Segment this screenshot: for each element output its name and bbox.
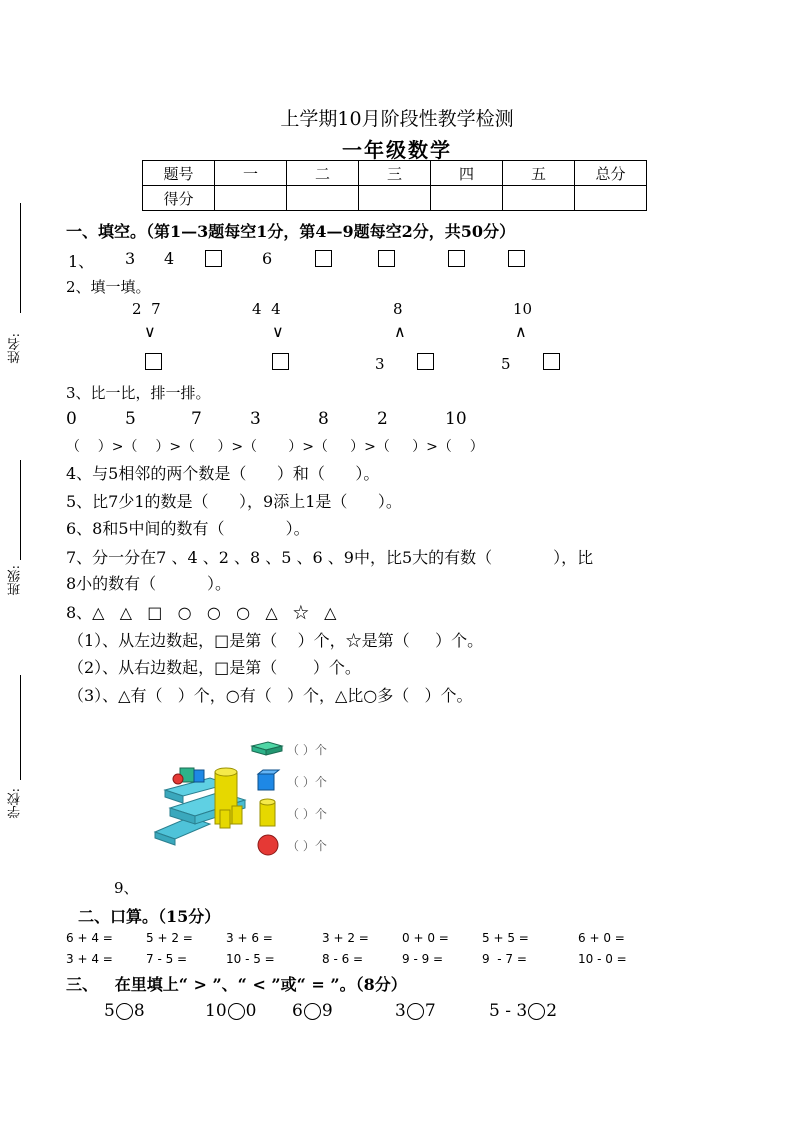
score-table-cell: 三: [359, 161, 431, 186]
calc-item[interactable]: 5 + 2 =: [146, 931, 193, 945]
calc-item[interactable]: 9 - 9 =: [402, 952, 444, 966]
compare-left: 3: [395, 1001, 406, 1021]
cube-shape: [194, 770, 204, 782]
calc-item[interactable]: 7 - 5 =: [146, 952, 188, 966]
q9-label: 9、: [114, 879, 139, 897]
q1-answer-box[interactable]: [448, 250, 465, 267]
compare-right: 7: [424, 1001, 436, 1021]
score-table-cell: 题号: [143, 161, 215, 186]
q2-given-number: 3: [375, 355, 385, 373]
q3-number: 3: [250, 409, 261, 429]
q5-text: 5、比7少1的数是（ ），9添上1是（ ）。: [66, 492, 402, 511]
q2-split-sign: ∨: [144, 322, 156, 341]
compare-item: [292, 1001, 333, 1021]
q2-top-numbers: 10: [513, 300, 533, 318]
score-table-cell: 四: [431, 161, 503, 186]
q4-text: 4、与5相邻的两个数是（ ）和（ ）。: [66, 464, 380, 483]
cylinder-shape: [220, 810, 230, 828]
section3-heading: 三、 在里填上“ > ”、“ < ”或“ = ”。（8分）: [66, 975, 407, 994]
count-label[interactable]: （ ）个: [287, 839, 327, 853]
calc-item[interactable]: 6 + 4 =: [66, 931, 113, 945]
calc-item[interactable]: 9 - 7 =: [482, 952, 527, 966]
q2-answer-box[interactable]: [543, 353, 560, 370]
count-label[interactable]: （ ）个: [287, 743, 327, 757]
q3-number: 7: [191, 409, 202, 429]
legend-cylinder-icon: [260, 799, 275, 805]
name-label: 姓名:: [8, 333, 23, 364]
score-input-cell[interactable]: [431, 186, 503, 211]
calc-item[interactable]: 10 - 5 =: [226, 952, 275, 966]
compare-right: 8: [133, 1001, 145, 1021]
q1-answer-box[interactable]: [315, 250, 332, 267]
q6-text: 6、8和5中间的数有（ ）。: [66, 519, 310, 538]
q2-given-number: 5: [501, 355, 511, 373]
calc-item[interactable]: 0 + 0 =: [402, 931, 449, 945]
compare-circle[interactable]: [407, 1003, 424, 1020]
q9-shapes-picture: [150, 732, 340, 862]
ball-shape: [173, 774, 183, 784]
q8-part3: （3）、△有（ ）个，○有（ ）个，△比○多（ ）个。: [68, 686, 473, 705]
legend-ball-icon: [258, 835, 278, 855]
legend-cylinder-icon: [260, 802, 275, 826]
compare-left: 6: [292, 1001, 303, 1021]
score-input-cell[interactable]: [215, 186, 287, 211]
score-table-cell: 总分: [575, 161, 647, 186]
calc-item[interactable]: 5 + 5 =: [482, 931, 529, 945]
score-input-cell[interactable]: [287, 186, 359, 211]
calc-item[interactable]: 6 + 0 =: [578, 931, 625, 945]
q2-split-sign: ∨: [272, 322, 284, 341]
q1-answer-box[interactable]: [205, 250, 222, 267]
q3-label: 3、比一比，排一排。: [66, 384, 211, 402]
compare-left: 5: [104, 1001, 115, 1021]
q3-number: 0: [66, 409, 77, 429]
q2-answer-box[interactable]: [417, 353, 434, 370]
compare-item: [489, 1001, 557, 1021]
q1-number: 4: [164, 249, 175, 268]
q8-shapes: 8、△ △ □ ○ ○ ○ △ ☆ △: [66, 603, 337, 622]
calc-item[interactable]: 10 - 0 =: [578, 952, 627, 966]
section1-heading: 一、填空。（第1—3题每空1分，第4—9题每空2分，共50分）: [66, 222, 516, 241]
score-table-score-row: [143, 186, 647, 211]
compare-left: 10: [205, 1001, 227, 1021]
cylinder-top-shape: [215, 768, 237, 776]
q2-top-numbers: 2 7: [132, 300, 161, 318]
school-line[interactable]: [20, 675, 21, 780]
score-table: [142, 160, 647, 211]
score-table-header-row: [143, 161, 647, 186]
q1-number: 3: [125, 249, 136, 268]
q2-answer-box[interactable]: [272, 353, 289, 370]
compare-circle[interactable]: [304, 1003, 321, 1020]
q1-answer-box[interactable]: [508, 250, 525, 267]
q1-label: 1、: [68, 252, 95, 271]
legend-cube-icon: [258, 770, 279, 774]
q7-text: 7、分一分在7 、4 、2 、8 、5 、6 、9中，比5大的有数（ ），比: [66, 548, 594, 567]
legend-cube-icon: [258, 774, 274, 790]
q3-number: 2: [377, 409, 388, 429]
class-line[interactable]: [20, 460, 21, 560]
page-subtitle: 一年级数学: [342, 138, 452, 162]
count-label[interactable]: （ ）个: [287, 775, 327, 789]
calc-item[interactable]: 3 + 6 =: [226, 931, 273, 945]
q8-part1: （1）、从左边数起，□是第（ ）个，☆是第（ ）个。: [68, 631, 484, 650]
page-title: 上学期10月阶段性教学检测: [280, 108, 514, 130]
compare-left: 5 - 3: [489, 1001, 528, 1021]
q3-number: 5: [125, 409, 136, 429]
q2-top-numbers: 4 4: [252, 300, 281, 318]
compare-item: [395, 1001, 436, 1021]
compare-right: 9: [321, 1001, 333, 1021]
score-table-cell: 一: [215, 161, 287, 186]
score-table-cell: 二: [287, 161, 359, 186]
compare-item: [205, 1001, 256, 1021]
calc-item[interactable]: 8 - 6 =: [322, 952, 364, 966]
section2-heading: 二、口算。（15分）: [78, 907, 221, 926]
q7-text-continued: 8小的数有（ ）。: [66, 574, 232, 593]
q3-number: 10: [445, 409, 467, 429]
compare-right: 2: [546, 1001, 558, 1021]
score-input-cell[interactable]: [359, 186, 431, 211]
compare-item: [104, 1001, 145, 1021]
q3-number: 8: [318, 409, 329, 429]
calc-item[interactable]: 3 + 4 =: [66, 952, 113, 966]
compare-circle[interactable]: [228, 1003, 245, 1020]
score-table-cell: 五: [503, 161, 575, 186]
q3-order-line[interactable]: （ ）>（ ）>（ ）>（ ）>（ ）>（ ）>（ ）: [66, 439, 484, 455]
calc-item[interactable]: 3 + 2 =: [322, 931, 369, 945]
school-label: 学校:: [8, 788, 23, 819]
score-input-cell[interactable]: [503, 186, 575, 211]
q2-top-numbers: 8: [393, 300, 403, 318]
class-label: 班级:: [8, 565, 23, 596]
compare-circle[interactable]: [116, 1003, 133, 1020]
q2-split-sign: ∧: [515, 322, 527, 341]
compare-right: 0: [245, 1001, 257, 1021]
q1-answer-box[interactable]: [378, 250, 395, 267]
q2-label: 2、填一填。: [66, 278, 151, 296]
name-line[interactable]: [20, 203, 21, 313]
count-label[interactable]: （ ）个: [287, 807, 327, 821]
compare-circle[interactable]: [528, 1003, 545, 1020]
q2-answer-box[interactable]: [145, 353, 162, 370]
score-table-cell: 得分: [143, 186, 215, 211]
q1-number: 6: [262, 249, 273, 268]
score-input-cell[interactable]: [575, 186, 647, 211]
cylinder-shape: [232, 806, 242, 824]
q2-split-sign: ∧: [394, 322, 406, 341]
q8-part2: （2）、从右边数起，□是第（ ）个。: [68, 658, 361, 677]
